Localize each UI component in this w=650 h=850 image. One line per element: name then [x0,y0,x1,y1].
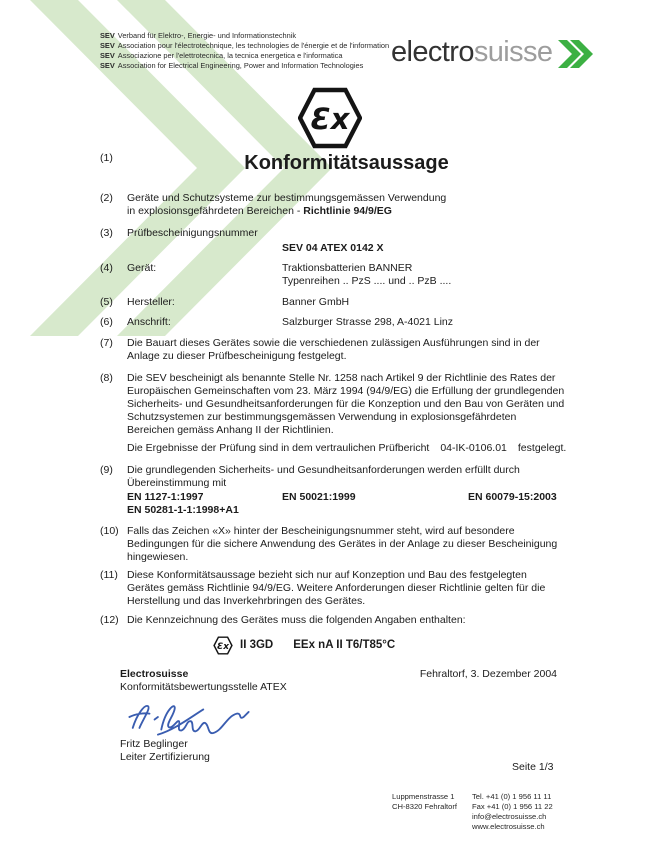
report-number: 04-IK-0106.01 [440,442,507,454]
item-number: (2) [100,192,113,204]
ex-hexagon-icon [298,86,362,150]
standard-ref: EN 1127-1:1997 [127,491,204,503]
item-number: (7) [100,337,113,349]
item-number: (5) [100,296,113,308]
footer-city: CH-8320 Fehraltorf [392,802,457,811]
issuer-name: Electrosuisse [120,668,189,680]
item-number: (12) [100,614,119,626]
paragraph-line: Die Bauart dieses Gerätes sowie die verschiedenen zulässigen Ausführungen sind in der [127,337,540,349]
item-number [100,242,127,255]
standard-ref: EN 60079-15:2003 [468,491,557,503]
standard-ref: EN 50281-1-1:1998+A1 [127,504,239,516]
electrosuisse-logo [391,36,595,69]
page-number: Seite 1/3 [512,761,554,773]
item-4 [100,262,566,288]
sev-abbr: SEV [100,41,115,50]
paragraph-line: hingewiesen. [127,551,189,563]
paragraph-line: Die grundlegenden Sicherheits- und Gesundheitsanforderungen werden erfüllt durch [127,464,520,476]
item-1 [100,152,566,174]
item-number: (11) [100,569,118,581]
item-7 [100,337,566,363]
device-value-line: Typenreihen .. PzS .... und .. PzB .... [282,275,452,287]
manufacturer-value: Banner GmbH [282,296,350,308]
standard-ref: EN 50021:1999 [282,491,356,503]
paragraph-line: Diese Konformitätsaussage bezieht sich nur auf Konzeption und Bau des festgelegten [127,569,527,581]
paragraph-line: Schutzsystemen zur bestimmungsgemässen Verwendung in explosionsgefährdeten [127,411,517,423]
sev-abbr: SEV [100,31,115,40]
paragraph-line: Übereinstimmung mit [127,477,227,489]
ex-hexagon-small-icon [213,636,233,655]
sev-line-text: Verband für Elektro-, Energie- und Informationstechnik [117,31,297,40]
marking-group: II 3GD [240,639,274,651]
footer-website: www.electrosuisse.ch [472,822,545,831]
signature-section [120,668,566,764]
report-prefix: Die Ergebnisse der Prüfung sind in dem vertraulichen Prüfbericht [127,442,430,454]
test-report-line [127,442,566,455]
item-3 [100,227,566,240]
device-value-line: Traktionsbatterien BANNER [282,262,413,274]
equipment-marking [213,636,566,655]
paragraph-line: Bereichen gemäss Anhang II der Richtlinien. [127,424,334,436]
footer-fax: Fax +41 (0) 1 956 11 22 [472,802,553,811]
signatory-name: Fritz Beglinger [120,738,188,750]
sev-line-text: Association pour l'électrotechnique, les technologies de l'énergie et de l'information [117,41,390,50]
sev-line [100,31,389,41]
logo-suisse-text: suisse [473,36,553,68]
footer-phone: Tel. +41 (0) 1 956 11 11 [472,792,552,801]
certificate-number-label: Prüfbescheinigungsnummer [127,227,258,239]
sev-abbr: SEV [100,61,115,70]
logo-wordmark [391,36,552,69]
address-label: Anschrift: [127,316,171,328]
document-title: Konformitätsaussage [244,152,449,174]
item-9 [100,464,566,517]
issuer-department: Konformitätsbewertungsstelle ATEX [120,681,287,693]
logo-electro-text: electro [391,36,474,68]
atex-ex-mark [298,86,362,155]
paragraph-line: Geräte und Schutzsysteme zur bestimmungsgemässen Verwendung [127,192,447,204]
double-chevron-icon [557,39,595,69]
paragraph-line: Falls das Zeichen «X» hinter der Bescheinigungsnummer steht, wird auf besondere [127,525,515,537]
certificate-number-row [100,242,566,255]
paragraph-line: Gerätes gemäss Richtlinie 94/9/EG. Weitere Anforderungen dieser Richtlinie gelten für die [127,582,546,594]
sev-line [100,51,389,61]
device-label: Gerät: [127,262,157,274]
sev-abbr: SEV [100,51,115,60]
item-6 [100,316,566,329]
item-number: (3) [100,227,113,239]
certificate-number: SEV 04 ATEX 0142 X [282,242,384,254]
item-8 [100,372,566,455]
item-number: (6) [100,316,113,328]
sev-association-block [100,31,389,71]
item-number: (1) [100,152,113,164]
place-and-date: Fehraltorf, 3. Dezember 2004 [419,668,557,680]
sev-line [100,41,389,51]
item-10 [100,525,566,564]
item-number: (9) [100,464,113,476]
paragraph-line: Die SEV bescheinigt als benannte Stelle Nr. 1258 nach Artikel 9 der Richtlinie des Rates der [127,372,556,384]
item-number: (10) [100,525,119,537]
ex-glyph: Ɛx [310,102,350,136]
item-number: (8) [100,372,113,384]
handwritten-signature [114,696,264,738]
marking-intro: Die Kennzeichnung des Gerätes muss die folgenden Angaben enthalten: [127,614,466,626]
report-suffix: festgelegt. [517,442,567,454]
paragraph-line: Sicherheits- und Gesundheitsanforderungen für die Konzeption und den Bau von Geräten und [127,398,565,410]
paragraph-line: Bedingungen für die sichere Anwendung des Gerätes in der Anlage zu dieser Bescheinigung [127,538,558,550]
item-5 [100,296,566,309]
certificate-body [100,152,566,764]
sev-line-text: Association for Electrical Engineering, Power and Information Technologies [117,61,364,70]
item-number: (4) [100,262,113,274]
item-2 [100,192,566,218]
sev-line [100,61,389,71]
standards-list [127,491,566,517]
paragraph-line: Herstellung und das Inverkehrbringen des Gerätes. [127,595,366,607]
directive-prefix: in explosionsgefährdeten Bereichen - [127,205,304,217]
manufacturer-label: Hersteller: [127,296,175,308]
address-value: Salzburger Strasse 298, A-4021 Linz [282,316,454,328]
paragraph-line: Europäischen Gemeinschaften vom 23. März 1994 (94/9/EG) die Erfüllung der grundlegenden [127,385,565,397]
item-12 [100,614,566,627]
item-11 [100,569,566,608]
marking-code: EEx nA II T6/T85°C [293,639,396,651]
sev-line-text: Associazione per l'elettrotecnica, la tecnica energetica e l'informatica [117,51,343,60]
footer-contact-block [392,792,553,832]
paragraph-line [127,205,566,218]
footer-street: Luppmenstrasse 1 [392,792,455,801]
footer-email: info@electrosuisse.ch [472,812,547,821]
paragraph-line: Anlage zu dieser Prüfbescheinigung festgelegt. [127,350,347,362]
signatory-title: Leiter Zertifizierung [120,751,210,763]
directive-name: Richtlinie 94/9/EG [303,205,392,217]
ex-glyph: Ɛx [217,642,229,653]
device-value [282,262,566,288]
